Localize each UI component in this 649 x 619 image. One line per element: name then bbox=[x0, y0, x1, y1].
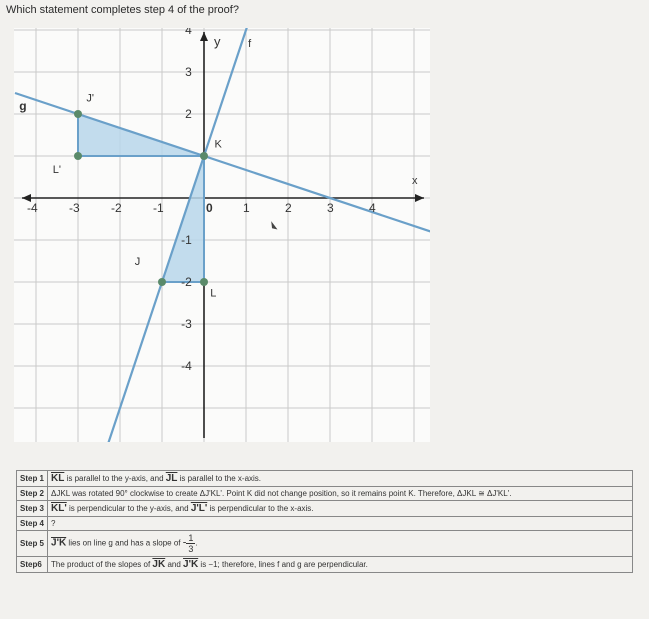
step-statement bbox=[48, 557, 633, 573]
step-label: Step 5 bbox=[17, 531, 48, 557]
step-statement bbox=[48, 471, 633, 487]
statement-text: is −1; therefore, lines f and g are perpendicular. bbox=[198, 560, 368, 569]
statement-text: The product of the slopes of bbox=[51, 560, 153, 569]
y-axis-arrow bbox=[200, 32, 208, 41]
segment-notation: J'L' bbox=[190, 503, 208, 514]
step-statement bbox=[48, 501, 633, 517]
proof-step-row bbox=[17, 557, 633, 573]
line-f-label: f bbox=[248, 37, 252, 50]
statement-text: is perpendicular to the y-axis, and bbox=[66, 504, 191, 513]
point-l bbox=[200, 278, 208, 286]
x-axis-arrow-right bbox=[415, 194, 424, 202]
step-statement bbox=[48, 487, 633, 501]
y-tick-label: -4 bbox=[181, 359, 192, 373]
statement-text: is parallel to the x-axis. bbox=[177, 474, 262, 483]
step-label: Step6 bbox=[17, 557, 48, 573]
proof-step-row bbox=[17, 517, 633, 531]
x-tick-label: -1 bbox=[153, 201, 164, 215]
point-label-k: K bbox=[214, 138, 222, 151]
cursor-icon bbox=[271, 221, 277, 229]
segment-notation: J'K bbox=[183, 559, 199, 570]
statement-text: ΔJKL was rotated 90° clockwise to create ΔJ'KL'. Point K did not change position, so it remains point K. Therefore, ΔJKL ≅ ΔJ'KL'. bbox=[51, 489, 512, 498]
slope-sign: - bbox=[182, 536, 187, 549]
x-tick-label: 0 bbox=[206, 201, 213, 215]
y-tick-label: 4 bbox=[185, 28, 192, 37]
point-label-j: J bbox=[134, 256, 141, 269]
point-l-prime bbox=[74, 152, 82, 160]
point-label-j-prime: J' bbox=[86, 92, 95, 105]
x-tick-label: 4 bbox=[369, 201, 376, 215]
x-tick-label: -2 bbox=[111, 201, 122, 215]
point-label-l: L bbox=[210, 287, 217, 300]
x-tick-label: 1 bbox=[243, 201, 250, 215]
step-label: Step 4 bbox=[17, 517, 48, 531]
y-tick-label: 3 bbox=[185, 65, 192, 79]
y-tick-label: 2 bbox=[185, 107, 192, 121]
point-k bbox=[200, 152, 208, 160]
step-statement bbox=[48, 531, 633, 557]
segment-notation: $\overline{JL}$ bbox=[165, 473, 178, 484]
statement-text: and bbox=[165, 560, 184, 569]
proof-steps-table bbox=[16, 470, 633, 573]
graph-svg bbox=[14, 28, 430, 442]
statement-text: lies on line g and has a slope of bbox=[66, 538, 183, 548]
fraction-numerator: 1 bbox=[188, 533, 194, 543]
statement-text: ? bbox=[51, 519, 56, 528]
x-tick-label: -3 bbox=[69, 201, 80, 215]
step-label: Step 2 bbox=[17, 487, 48, 501]
x-tick-label: 2 bbox=[285, 201, 292, 215]
y-tick-label: -3 bbox=[181, 317, 192, 331]
step-label: Step 1 bbox=[17, 471, 48, 487]
y-tick-label: -1 bbox=[181, 233, 192, 247]
segment-notation: $\overline{JK}$ bbox=[152, 559, 166, 570]
point-j-prime bbox=[74, 110, 82, 118]
coordinate-graph bbox=[14, 28, 430, 442]
proof-step-row bbox=[17, 471, 633, 487]
line-g-label: g bbox=[19, 98, 27, 113]
fraction-denominator: 3 bbox=[188, 544, 194, 554]
step-statement bbox=[48, 517, 633, 531]
point-label-l-prime: L' bbox=[52, 163, 62, 176]
segment-notation: J'K bbox=[51, 537, 67, 549]
proof-step-row bbox=[17, 531, 633, 557]
segment-notation: KL' bbox=[51, 503, 67, 514]
step-label: Step 3 bbox=[17, 501, 48, 517]
point-j bbox=[158, 278, 166, 286]
question-text: Which statement completes step 4 of the proof? bbox=[6, 4, 239, 16]
x-tick-label: -4 bbox=[27, 201, 38, 215]
segment-notation: $\overline{KL}$ bbox=[51, 473, 65, 484]
line-f bbox=[86, 28, 248, 442]
x-axis-label: x bbox=[412, 175, 418, 187]
proof-step-row bbox=[17, 487, 633, 501]
statement-text: is parallel to the y-axis, and bbox=[64, 474, 166, 483]
y-tick-label: -2 bbox=[181, 275, 192, 289]
statement-text: is perpendicular to the x-axis. bbox=[207, 504, 314, 513]
y-axis-label: y bbox=[214, 34, 221, 49]
x-tick-label: 3 bbox=[327, 201, 334, 215]
statement-text: . bbox=[195, 538, 198, 548]
proof-step-row bbox=[17, 501, 633, 517]
